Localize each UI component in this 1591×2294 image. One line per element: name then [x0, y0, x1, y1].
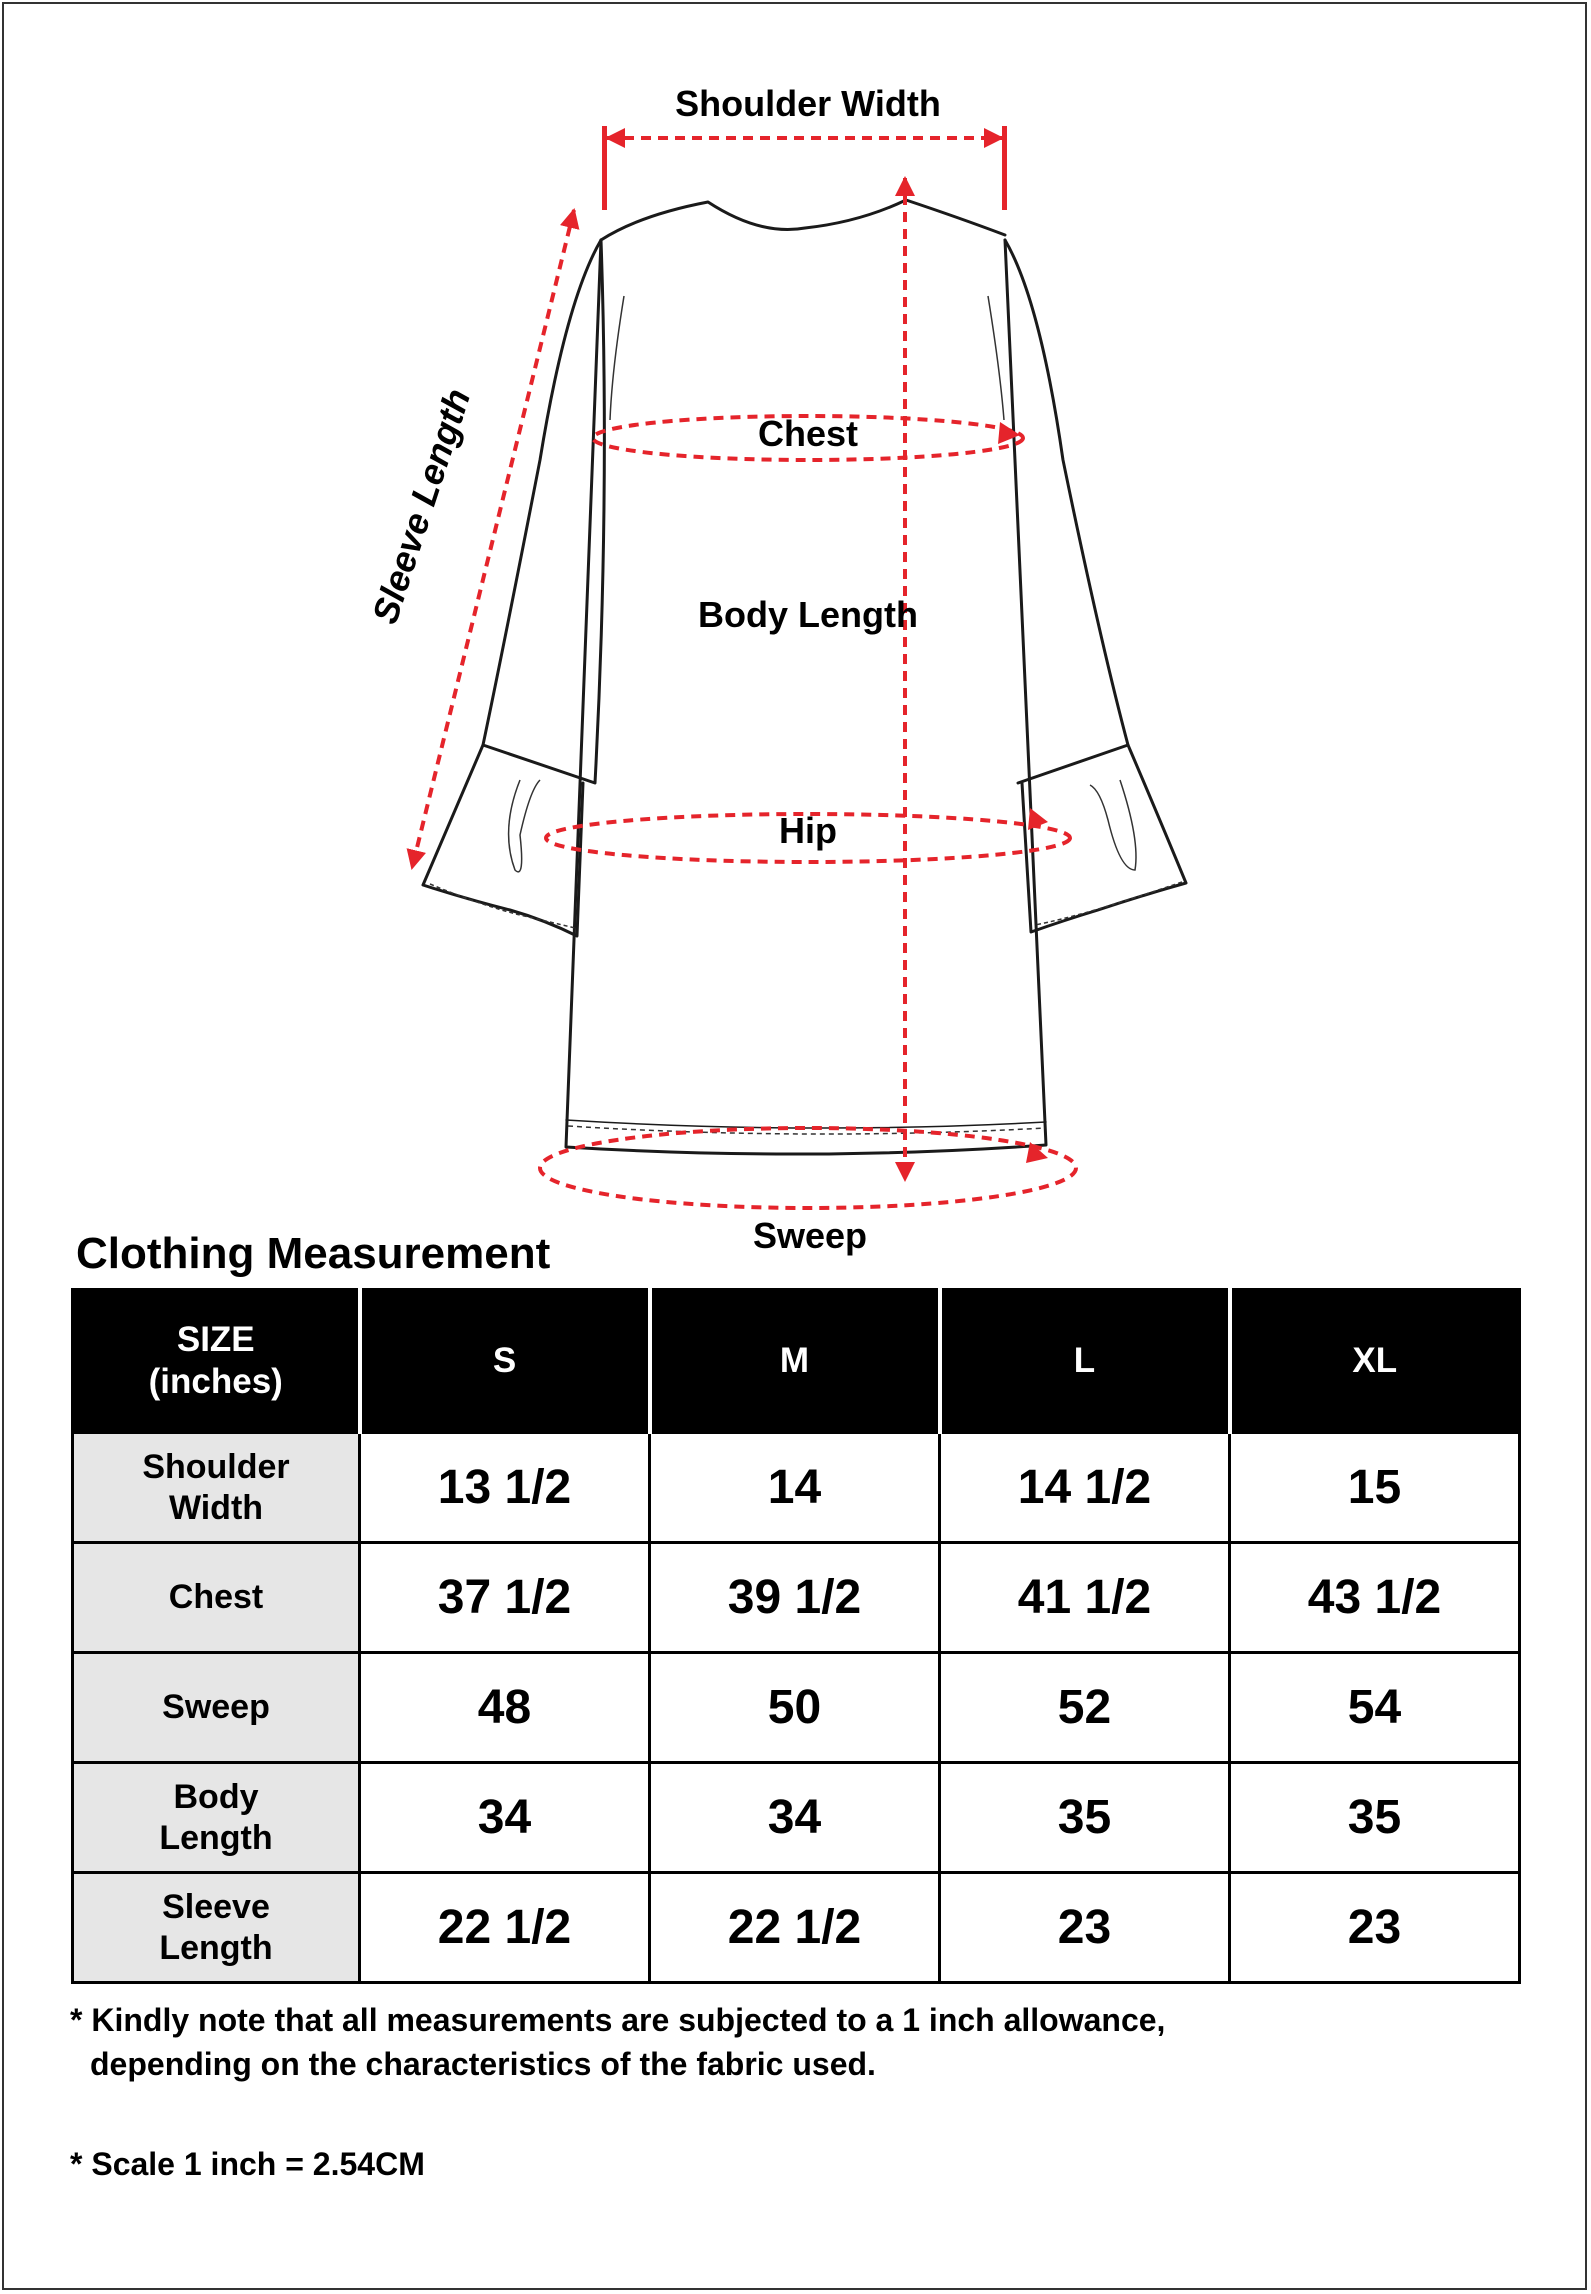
sweep-line	[540, 1128, 1076, 1208]
row-label-line: Length	[159, 1928, 273, 1967]
table-cell: 37 1/2	[360, 1543, 650, 1653]
table-cell: 35	[940, 1763, 1230, 1873]
row-label-line: Sleeve	[162, 1887, 270, 1926]
hem-line	[566, 1120, 1046, 1128]
measure-ticks	[602, 126, 1048, 1163]
table-row	[73, 1543, 1520, 1653]
allowance-note	[70, 1998, 1165, 2086]
row-label-line: Shoulder	[142, 1447, 290, 1486]
table-cell: 41 1/2	[940, 1543, 1230, 1653]
header-size-xl: XL	[1230, 1290, 1520, 1433]
label-shoulder-width: Shoulder Width	[675, 83, 941, 124]
allowance-note-line1: * Kindly note that all measurements are subjected to a 1 inch allowance,	[70, 2002, 1166, 2038]
table-row	[73, 1433, 1520, 1543]
table-cell: 14	[650, 1433, 940, 1543]
label-body-length: Body Length	[698, 594, 918, 635]
allowance-note-line2: depending on the characteristics of the fabric used.	[90, 2046, 876, 2082]
row-label-line: Chest	[168, 1578, 264, 1616]
row-label-line: Body	[173, 1777, 259, 1816]
label-sleeve-length: Sleeve Length	[363, 383, 479, 629]
left-cuff	[423, 745, 583, 936]
header-size-label: SIZE	[176, 1320, 255, 1359]
label-chest: Chest	[757, 413, 859, 454]
sleeve-length-line	[412, 210, 574, 868]
label-hip: Hip	[779, 810, 837, 851]
size-chart-table	[71, 1288, 1521, 1984]
row-label-shoulder-width	[73, 1433, 360, 1543]
table-cell: 23	[940, 1873, 1230, 1983]
table-cell: 22 1/2	[360, 1873, 650, 1983]
table-cell: 13 1/2	[360, 1433, 650, 1543]
table-row	[73, 1653, 1520, 1763]
row-label-chest	[73, 1543, 360, 1653]
row-label-line: Length	[159, 1818, 273, 1857]
table-cell: 23	[1230, 1873, 1520, 1983]
header-row	[73, 1290, 1520, 1433]
header-size-l: L	[940, 1290, 1230, 1433]
right-sleeve	[1005, 240, 1128, 783]
header-size-unit: (inches)	[148, 1362, 283, 1401]
table-cell: 43 1/2	[1230, 1543, 1520, 1653]
table-cell: 22 1/2	[650, 1873, 940, 1983]
table-cell: 52	[940, 1653, 1230, 1763]
table-cell: 14 1/2	[940, 1433, 1230, 1543]
dress-outline	[423, 200, 1186, 1154]
table-cell: 39 1/2	[650, 1543, 940, 1653]
label-sweep: Sweep	[752, 1215, 868, 1256]
row-label-body-length	[73, 1763, 360, 1873]
dress-body	[566, 240, 1046, 1154]
table-row	[73, 1763, 1520, 1873]
table-title: Clothing Measurement	[76, 1229, 551, 1278]
header-size-m: M	[650, 1290, 940, 1433]
table-cell: 54	[1230, 1653, 1520, 1763]
scale-note: * Scale 1 inch = 2.54CM	[70, 2146, 425, 2182]
measure-lines	[412, 138, 1076, 1208]
table-cell: 35	[1230, 1763, 1520, 1873]
dress-neckline	[601, 200, 1005, 240]
row-label-line: Width	[168, 1488, 264, 1527]
row-label-line: Sweep	[162, 1688, 270, 1726]
header-size-cell	[73, 1290, 360, 1433]
row-label-sleeve-length	[73, 1873, 360, 1983]
table-cell: 34	[650, 1763, 940, 1873]
table-cell: 50	[650, 1653, 940, 1763]
row-label-sweep	[73, 1653, 360, 1763]
table-cell: 15	[1230, 1433, 1520, 1543]
table-cell: 34	[360, 1763, 650, 1873]
table-cell: 48	[360, 1653, 650, 1763]
table-row	[73, 1873, 1520, 1983]
header-size-s: S	[360, 1290, 650, 1433]
